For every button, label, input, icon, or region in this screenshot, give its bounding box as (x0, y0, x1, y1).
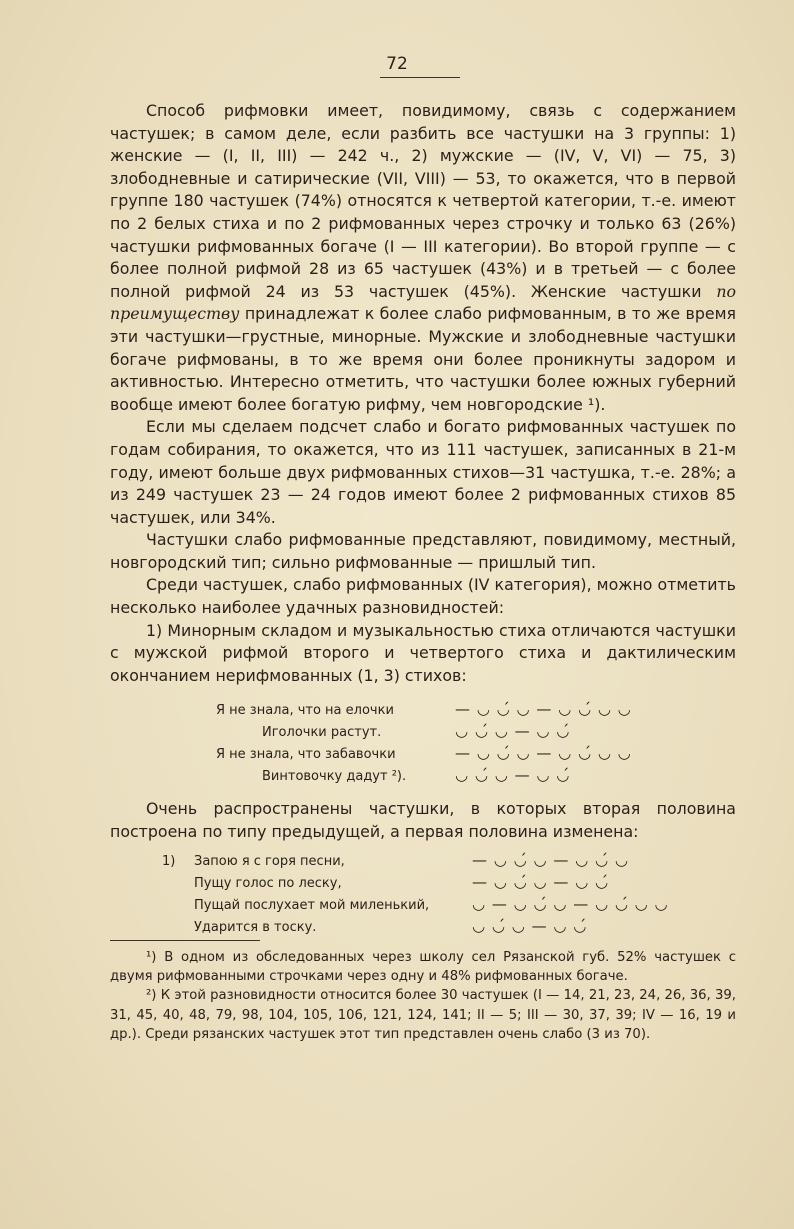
paragraph-text: принадлежат к более слабо рифмованным, в то же время эти частушки—грустные, минорные. Мужские и злободневные частушки богаче рифмованы, в то же время они более проникнуты задором и активностью. Интересно отметить, что частушки более южных губерний вообще имеют более богатую рифму, чем новгородские ¹). (110, 304, 736, 414)
meter-scheme: — ◡ ◡́ ◡ — ◡ ◡́ ◡ ◡ (455, 744, 632, 762)
page-number: 72 (386, 54, 408, 74)
paragraph-text: Способ рифмовки имеет, повидимому, связь с содержанием частушек; в самом деле, если разбить все частушки на 3 группы: 1) женские — (I, II, III) — 242 ч., 2) мужские — (IV, V, VI) — 75, 3) злободневные и сатирические (VII, VIII) — 53, то окажется, что в первой группе 180 частушек (74%) относятся к четвертой категории, т.-е. имеют по 2 белых стиха и по 2 рифмованных через строчку и только 63 (26%) частушки рифмованных богаче (I — III категории). Во второй группе — с более полной рифмой 28 из 65 частушек (43%) и в третьей — с более полной рифмой 24 из 53 частушек (45%). Женские частушки (110, 101, 736, 301)
verse-line: Ударится в тоску. (194, 920, 317, 935)
header-rule (380, 77, 460, 78)
meter-scheme: — ◡ ◡́ ◡ — ◡ ◡́ ◡ ◡ (455, 700, 632, 718)
meter-scheme: — ◡ ◡́ ◡ — ◡ ◡́ ◡ (472, 851, 629, 869)
paragraph (110, 100, 736, 416)
verse-line: Запою я с горя песни, (194, 854, 345, 869)
meter-scheme: — ◡ ◡́ ◡ — ◡ ◡́ (472, 873, 610, 891)
verse-line: Пущай послухает мой миленький, (194, 898, 430, 913)
meter-scheme: ◡ ◡́ ◡ — ◡ ◡́ (455, 766, 571, 784)
verse-line: Винтовочку дадут ²). (262, 769, 407, 784)
meter-scheme: ◡ — ◡ ◡́ ◡ — ◡ ◡́ ◡ ◡ (472, 895, 669, 913)
meter-scheme: ◡ ◡́ ◡ — ◡ ◡́ (472, 917, 588, 935)
meter-scheme: ◡ ◡́ ◡ — ◡ ◡́ (455, 722, 571, 740)
verse-line: Иголочки растут. (262, 725, 382, 740)
paragraph: Очень распространены частушки, в которых вторая половина построена по типу предыдущей, а первая половина изменена: (110, 799, 736, 841)
main-text (110, 100, 736, 687)
footnote-rule (110, 940, 260, 941)
emphasis-text: по преимуществу (110, 281, 736, 324)
footnotes (110, 948, 736, 1044)
paragraph: Среди частушек, слабо рифмованных (IV категория), можно отметить несколько наиболее удачных разновидностей: (110, 575, 736, 618)
footnote: ²) К этой разновидности относится более 30 частушек (I — 14, 21, 23, 24, 26, 36, 39, 31, 45, 40, 48, 79, 98, 104, 105, 106, 121, 124, 141; II — 5; III — 30, 37, 39; IV — 16, 19 и др.). Среди рязанских частушек этот тип представлен очень слабо (3 из 70). (110, 988, 736, 1042)
verse-line: Я не знала, что забавочки (216, 747, 396, 762)
verse-number: 1) (162, 854, 176, 869)
verse-line: Я не знала, что на елочки (216, 703, 394, 718)
footnote: ¹) В одном из обследованных через школу сел Рязанской губ. 52% частушек с двумя рифмованными строчками через одну и 48% рифмованных богаче. (110, 950, 736, 985)
paragraph: Частушки слабо рифмованные представляют, повидимому, местный, новгородский тип; сильно рифмованные — пришлый тип. (110, 530, 736, 572)
paragraph: 1) Минорным складом и музыкальностью стиха отличаются частушки с мужской рифмой второго и четвертого стиха и дактилическим окончанием нерифмованных (1, 3) стихов: (110, 620, 736, 685)
after-verse-text (110, 798, 736, 843)
paragraph: Если мы сделаем подсчет слабо и богато рифмованных частушек по годам собирания, то окажется, что из 111 частушек, записанных в 21-м году, имеют больше двух рифмованных стихов—31 частушка, т.-е. 28%; а из 249 частушек 23 — 24 годов имеют более 2 рифмованных стихов 85 частушек, или 34%. (110, 417, 736, 527)
verse-line: Пущу голос по леску, (194, 876, 342, 891)
